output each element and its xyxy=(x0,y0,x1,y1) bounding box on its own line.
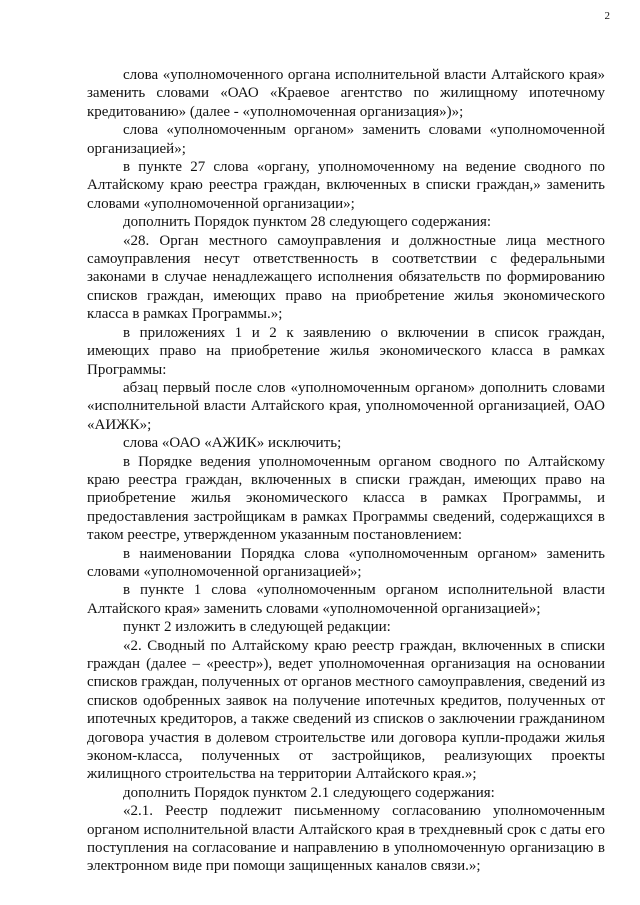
paragraph: дополнить Порядок пунктом 28 следующего содержания: xyxy=(123,214,492,231)
paragraph: «2.1. Реестр подлежит письменному согласованию уполномоченным органом исполнительной власти Алтайского края в трехдневный срок с даты его поступления на согласование и направлению в уполномоченную организацию в электронном виде при помощи защищенных каналов связи.»; xyxy=(87,803,605,875)
paragraph: пункт 2 изложить в следующей редакции: xyxy=(123,619,391,636)
paragraph: в пункте 27 слова «органу, уполномоченному на ведение сводного по Алтайскому краю реестра граждан, включенных в списки граждан,» заменить словами «уполномоченной организации»; xyxy=(87,159,605,212)
paragraph: абзац первый после слов «уполномоченным органом» дополнить словами «исполнительной власти Алтайского края, уполномоченной организацией, ОАО «АИЖК»; xyxy=(87,379,605,433)
paragraph: «28. Орган местного самоуправления и должностные лица местного самоуправления несут ответственность в соответствии с федеральными законами в случае ненадлежащего исполнения обязательств по формированию списков граждан, имеющих право на приобретение жилья экономического класса в рамках Программы.»; xyxy=(87,232,605,323)
paragraph: в Порядке ведения уполномоченным органом сводного по Алтайскому краю реестра граждан, включенных в списки граждан, имеющих право на приобретение жилья экономического класса в рамках Программы, и предоставления застройщикам в рамках Программы сведений, содержащихся в таком реестре, утвержденном указанным постановлением: xyxy=(87,453,605,544)
paragraph: в пункте 1 слова «уполномоченным органом исполнительной власти Алтайского края» заменить словами «уполномоченной организацией»; xyxy=(87,582,605,617)
paragraph: слова «ОАО «АЖИК» исключить; xyxy=(123,435,342,452)
paragraph: слова «уполномоченным органом» заменить словами «уполномоченной организацией»; xyxy=(87,122,605,157)
paragraph: «2. Сводный по Алтайскому краю реестр граждан, включенных в списки граждан (далее – «реестр»), ведет уполномоченная организация на основании списков граждан, полученных от органов местного самоуправления, сведений из списков одобренных заявок на получение ипотечных кредитов, полученных от ипотечных кредиторов, а также сведений из списков о заключении гражданином договора участия в долевом строительстве или договора купли-продажи жилья эконом-класса, полученных от застройщиков, реализующих проекты жилищного строительства на территории Алтайского края.»; xyxy=(87,637,605,783)
document-body xyxy=(87,66,605,876)
paragraph: в приложениях 1 и 2 к заявлению о включении в список граждан, имеющих право на приобретение жилья экономического класса в рамках Программы: xyxy=(87,324,605,378)
paragraph: слова «уполномоченного органа исполнительной власти Алтайского края» заменить словами «ОАО «Краевое агентство по жилищному ипотечному кредитованию» (далее - «уполномоченная организация»)»; xyxy=(87,67,605,120)
page-number: 2 xyxy=(604,10,610,22)
paragraph: дополнить Порядок пунктом 2.1 следующего содержания: xyxy=(123,784,495,801)
paragraph: в наименовании Порядка слова «уполномоченным органом» заменить словами «уполномоченной организацией»; xyxy=(87,545,605,580)
